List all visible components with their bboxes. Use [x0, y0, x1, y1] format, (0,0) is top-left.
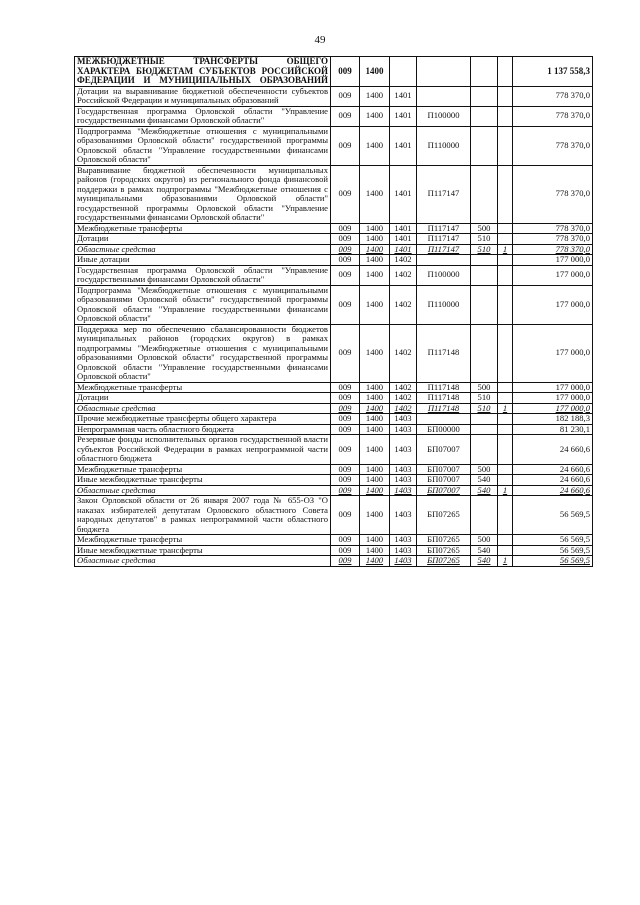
expense-type-cell: 510 — [471, 234, 498, 245]
table-row — [75, 382, 593, 393]
subsection-code-cell: 1401 — [390, 234, 417, 245]
ministry-code-cell: 009 — [331, 403, 360, 414]
expense-type-cell: 540 — [471, 545, 498, 556]
funds-flag-cell: 1 — [498, 244, 513, 255]
amount-cell: 778 370,0 — [513, 106, 593, 126]
section-code-cell: 1400 — [360, 435, 390, 465]
target-code-cell: П110000 — [417, 285, 471, 324]
funds-flag-cell — [498, 475, 513, 486]
funds-flag-cell: 1 — [498, 485, 513, 496]
description-cell: МЕЖБЮДЖЕТНЫЕ ТРАНСФЕРТЫ ОБЩЕГО ХАРАКТЕРА БЮДЖЕТАМ СУБЪЕКТОВ РОССИЙСКОЙ ФЕДЕРАЦИИ И МУНИЦИПАЛЬНЫХ ОБРАЗОВАНИЙ — [75, 57, 331, 87]
funds-flag-cell — [498, 324, 513, 382]
ministry-code-cell: 009 — [331, 234, 360, 245]
description-cell: Иные межбюджетные трансферты — [75, 545, 331, 556]
funds-flag-cell — [498, 265, 513, 285]
description-cell: Государственная программа Орловской области "Управление государственными финансами Орловской области" — [75, 106, 331, 126]
amount-cell: 778 370,0 — [513, 126, 593, 165]
amount-cell: 1 137 558,3 — [513, 57, 593, 87]
subsection-code-cell: 1401 — [390, 106, 417, 126]
section-code-cell: 1400 — [360, 165, 390, 223]
target-code-cell: БП07265 — [417, 496, 471, 535]
target-code-cell — [417, 414, 471, 425]
funds-flag-cell — [498, 223, 513, 234]
description-cell: Дотации — [75, 234, 331, 245]
target-code-cell: П117148 — [417, 393, 471, 404]
ministry-code-cell: 009 — [331, 265, 360, 285]
amount-cell: 778 370,0 — [513, 223, 593, 234]
funds-flag-cell — [498, 382, 513, 393]
table-row — [75, 485, 593, 496]
section-code-cell: 1400 — [360, 424, 390, 435]
amount-cell: 81 230,1 — [513, 424, 593, 435]
ministry-code-cell: 009 — [331, 255, 360, 266]
amount-cell: 177 000,0 — [513, 324, 593, 382]
funds-flag-cell — [498, 234, 513, 245]
description-cell: Областные средства — [75, 556, 331, 567]
target-code-cell: П100000 — [417, 265, 471, 285]
description-cell: Иные дотации — [75, 255, 331, 266]
amount-cell: 56 569,5 — [513, 496, 593, 535]
funds-flag-cell — [498, 165, 513, 223]
amount-cell: 177 000,0 — [513, 285, 593, 324]
subsection-code-cell: 1401 — [390, 223, 417, 234]
table-row — [75, 86, 593, 106]
ministry-code-cell: 009 — [331, 86, 360, 106]
subsection-code-cell: 1402 — [390, 403, 417, 414]
table-row — [75, 496, 593, 535]
expense-type-cell — [471, 424, 498, 435]
funds-flag-cell — [498, 126, 513, 165]
amount-cell: 177 000,0 — [513, 265, 593, 285]
subsection-code-cell: 1402 — [390, 285, 417, 324]
section-code-cell: 1400 — [360, 545, 390, 556]
target-code-cell: П117147 — [417, 234, 471, 245]
section-code-cell: 1400 — [360, 285, 390, 324]
subsection-code-cell: 1401 — [390, 86, 417, 106]
ministry-code-cell: 009 — [331, 535, 360, 546]
expense-type-cell: 500 — [471, 382, 498, 393]
ministry-code-cell: 009 — [331, 496, 360, 535]
table-row — [75, 106, 593, 126]
target-code-cell: П100000 — [417, 106, 471, 126]
expense-type-cell — [471, 414, 498, 425]
expense-type-cell: 510 — [471, 244, 498, 255]
target-code-cell — [417, 255, 471, 266]
target-code-cell: БП07007 — [417, 435, 471, 465]
expense-type-cell — [471, 496, 498, 535]
ministry-code-cell: 009 — [331, 414, 360, 425]
funds-flag-cell — [498, 393, 513, 404]
ministry-code-cell: 009 — [331, 106, 360, 126]
description-cell: Подпрограмма "Межбюджетные отношения с муниципальными образованиями Орловской области" государственной программы Орловской области "Управление государственными финансами Орловской области" — [75, 126, 331, 165]
subsection-code-cell: 1401 — [390, 126, 417, 165]
ministry-code-cell: 009 — [331, 382, 360, 393]
description-cell: Дотации — [75, 393, 331, 404]
amount-cell: 778 370,0 — [513, 165, 593, 223]
description-cell: Резервные фонды исполнительных органов государственной власти субъектов Российской Федерации в рамках непрограммной части областного бюджета — [75, 435, 331, 465]
subsection-code-cell: 1402 — [390, 324, 417, 382]
description-cell: Дотации на выравнивание бюджетной обеспеченности субъектов Российской Федерации и муниципальных образований — [75, 86, 331, 106]
expense-type-cell — [471, 265, 498, 285]
description-cell: Областные средства — [75, 403, 331, 414]
target-code-cell: БП07007 — [417, 475, 471, 486]
description-cell: Государственная программа Орловской области "Управление государственными финансами Орловской области" — [75, 265, 331, 285]
description-cell: Подпрограмма "Межбюджетные отношения с муниципальными образованиями Орловской области" государственной программы Орловской области "Управление государственными финансами Орловской области" — [75, 285, 331, 324]
funds-flag-cell — [498, 545, 513, 556]
table-row — [75, 57, 593, 87]
target-code-cell: П117148 — [417, 382, 471, 393]
expense-type-cell: 500 — [471, 223, 498, 234]
section-code-cell: 1400 — [360, 244, 390, 255]
section-code-cell: 1400 — [360, 556, 390, 567]
table-row — [75, 223, 593, 234]
description-cell: Поддержка мер по обеспечению сбалансированности бюджетов муниципальных районов (городских округов) в рамках подпрограммы "Межбюджетные отношения с муниципальными образованиями Орловской области" государственной программы Орловской области "Управление государственными финансами Орловской области" — [75, 324, 331, 382]
section-code-cell: 1400 — [360, 464, 390, 475]
table-row — [75, 255, 593, 266]
expense-type-cell — [471, 106, 498, 126]
table-row — [75, 435, 593, 465]
target-code-cell: БП07265 — [417, 556, 471, 567]
funds-flag-cell — [498, 535, 513, 546]
table-row — [75, 545, 593, 556]
amount-cell: 24 660,6 — [513, 475, 593, 486]
amount-cell: 56 569,5 — [513, 556, 593, 567]
table-row — [75, 403, 593, 414]
ministry-code-cell: 009 — [331, 424, 360, 435]
ministry-code-cell: 009 — [331, 223, 360, 234]
section-code-cell: 1400 — [360, 106, 390, 126]
target-code-cell: БП07265 — [417, 535, 471, 546]
target-code-cell: П117147 — [417, 244, 471, 255]
funds-flag-cell — [498, 424, 513, 435]
subsection-code-cell: 1403 — [390, 496, 417, 535]
section-code-cell: 1400 — [360, 475, 390, 486]
description-cell: Областные средства — [75, 244, 331, 255]
ministry-code-cell: 009 — [331, 165, 360, 223]
section-code-cell: 1400 — [360, 403, 390, 414]
section-code-cell: 1400 — [360, 393, 390, 404]
amount-cell: 177 000,0 — [513, 403, 593, 414]
funds-flag-cell: 1 — [498, 556, 513, 567]
table-row — [75, 393, 593, 404]
description-cell: Иные межбюджетные трансферты — [75, 475, 331, 486]
target-code-cell: БП07007 — [417, 485, 471, 496]
subsection-code-cell: 1403 — [390, 464, 417, 475]
table-row — [75, 464, 593, 475]
section-code-cell: 1400 — [360, 223, 390, 234]
section-code-cell: 1400 — [360, 414, 390, 425]
target-code-cell — [417, 57, 471, 87]
expense-type-cell: 510 — [471, 393, 498, 404]
subsection-code-cell: 1401 — [390, 165, 417, 223]
amount-cell: 177 000,0 — [513, 382, 593, 393]
expense-type-cell: 540 — [471, 485, 498, 496]
section-code-cell: 1400 — [360, 382, 390, 393]
table-row — [75, 126, 593, 165]
amount-cell: 24 660,6 — [513, 485, 593, 496]
description-cell: Межбюджетные трансферты — [75, 382, 331, 393]
table-row — [75, 285, 593, 324]
subsection-code-cell: 1402 — [390, 382, 417, 393]
page-number: 49 — [314, 34, 326, 46]
table-row — [75, 424, 593, 435]
funds-flag-cell — [498, 285, 513, 324]
section-code-cell: 1400 — [360, 57, 390, 87]
ministry-code-cell: 009 — [331, 475, 360, 486]
funds-flag-cell — [498, 106, 513, 126]
expense-type-cell: 500 — [471, 464, 498, 475]
section-code-cell: 1400 — [360, 485, 390, 496]
subsection-code-cell: 1403 — [390, 545, 417, 556]
section-code-cell: 1400 — [360, 324, 390, 382]
table-row — [75, 234, 593, 245]
expense-type-cell — [471, 126, 498, 165]
ministry-code-cell: 009 — [331, 244, 360, 255]
subsection-code-cell — [390, 57, 417, 87]
expense-type-cell — [471, 57, 498, 87]
target-code-cell: БП07265 — [417, 545, 471, 556]
amount-cell: 778 370,0 — [513, 234, 593, 245]
amount-cell: 177 000,0 — [513, 393, 593, 404]
section-code-cell: 1400 — [360, 86, 390, 106]
table-row — [75, 556, 593, 567]
amount-cell: 778 370,0 — [513, 244, 593, 255]
amount-cell: 177 000,0 — [513, 255, 593, 266]
subsection-code-cell: 1403 — [390, 435, 417, 465]
subsection-code-cell: 1403 — [390, 485, 417, 496]
section-code-cell: 1400 — [360, 535, 390, 546]
target-code-cell: П117148 — [417, 324, 471, 382]
description-cell: Непрограммная часть областного бюджета — [75, 424, 331, 435]
expense-type-cell — [471, 285, 498, 324]
subsection-code-cell: 1402 — [390, 255, 417, 266]
expense-type-cell — [471, 165, 498, 223]
ministry-code-cell: 009 — [331, 324, 360, 382]
expense-type-cell: 540 — [471, 475, 498, 486]
target-code-cell: БП00000 — [417, 424, 471, 435]
target-code-cell: П117147 — [417, 165, 471, 223]
ministry-code-cell: 009 — [331, 464, 360, 475]
subsection-code-cell: 1402 — [390, 265, 417, 285]
subsection-code-cell: 1403 — [390, 475, 417, 486]
table-row — [75, 265, 593, 285]
amount-cell: 778 370,0 — [513, 86, 593, 106]
ministry-code-cell: 009 — [331, 556, 360, 567]
subsection-code-cell: 1403 — [390, 556, 417, 567]
target-code-cell: БП07007 — [417, 464, 471, 475]
ministry-code-cell: 009 — [331, 435, 360, 465]
amount-cell: 24 660,6 — [513, 435, 593, 465]
description-cell: Выравнивание бюджетной обеспеченности муниципальных районов (городских округов) из регионального фонда финансовой поддержки в рамках подпрограммы "Межбюджетные отношения с муниципальными образованиями Орловской области" государственной программы Орловской области "Управление государственными финансами Орловской области" — [75, 165, 331, 223]
table-row — [75, 324, 593, 382]
section-code-cell: 1400 — [360, 496, 390, 535]
target-code-cell: П117148 — [417, 403, 471, 414]
expense-type-cell — [471, 255, 498, 266]
expense-type-cell — [471, 324, 498, 382]
subsection-code-cell: 1401 — [390, 244, 417, 255]
target-code-cell: П110000 — [417, 126, 471, 165]
budget-table — [74, 56, 593, 567]
ministry-code-cell: 009 — [331, 57, 360, 87]
funds-flag-cell — [498, 57, 513, 87]
amount-cell: 24 660,6 — [513, 464, 593, 475]
description-cell: Закон Орловской области от 26 января 2007 года № 655-ОЗ "О наказах избирателей депутатам Орловского областного Совета народных депутатов" в рамках непрограммной части областного бюджета — [75, 496, 331, 535]
subsection-code-cell: 1403 — [390, 424, 417, 435]
amount-cell: 182 188,3 — [513, 414, 593, 425]
section-code-cell: 1400 — [360, 255, 390, 266]
table-row — [75, 414, 593, 425]
expense-type-cell — [471, 435, 498, 465]
expense-type-cell — [471, 86, 498, 106]
funds-flag-cell — [498, 255, 513, 266]
table-row — [75, 535, 593, 546]
subsection-code-cell: 1402 — [390, 393, 417, 404]
target-code-cell — [417, 86, 471, 106]
funds-flag-cell — [498, 496, 513, 535]
subsection-code-cell: 1403 — [390, 414, 417, 425]
ministry-code-cell: 009 — [331, 545, 360, 556]
expense-type-cell: 540 — [471, 556, 498, 567]
description-cell: Межбюджетные трансферты — [75, 535, 331, 546]
amount-cell: 56 569,5 — [513, 545, 593, 556]
subsection-code-cell: 1403 — [390, 535, 417, 546]
expense-type-cell: 500 — [471, 535, 498, 546]
description-cell: Прочие межбюджетные трансферты общего характера — [75, 414, 331, 425]
description-cell: Межбюджетные трансферты — [75, 464, 331, 475]
funds-flag-cell — [498, 86, 513, 106]
ministry-code-cell: 009 — [331, 485, 360, 496]
section-code-cell: 1400 — [360, 234, 390, 245]
table-row — [75, 244, 593, 255]
ministry-code-cell: 009 — [331, 126, 360, 165]
expense-type-cell: 510 — [471, 403, 498, 414]
funds-flag-cell — [498, 435, 513, 465]
section-code-cell: 1400 — [360, 126, 390, 165]
section-code-cell: 1400 — [360, 265, 390, 285]
funds-flag-cell — [498, 464, 513, 475]
description-cell: Межбюджетные трансферты — [75, 223, 331, 234]
table-body — [75, 57, 593, 567]
funds-flag-cell: 1 — [498, 403, 513, 414]
description-cell: Областные средства — [75, 485, 331, 496]
target-code-cell: П117147 — [417, 223, 471, 234]
ministry-code-cell: 009 — [331, 393, 360, 404]
ministry-code-cell: 009 — [331, 285, 360, 324]
funds-flag-cell — [498, 414, 513, 425]
table-row — [75, 475, 593, 486]
table-row — [75, 165, 593, 223]
amount-cell: 56 569,5 — [513, 535, 593, 546]
